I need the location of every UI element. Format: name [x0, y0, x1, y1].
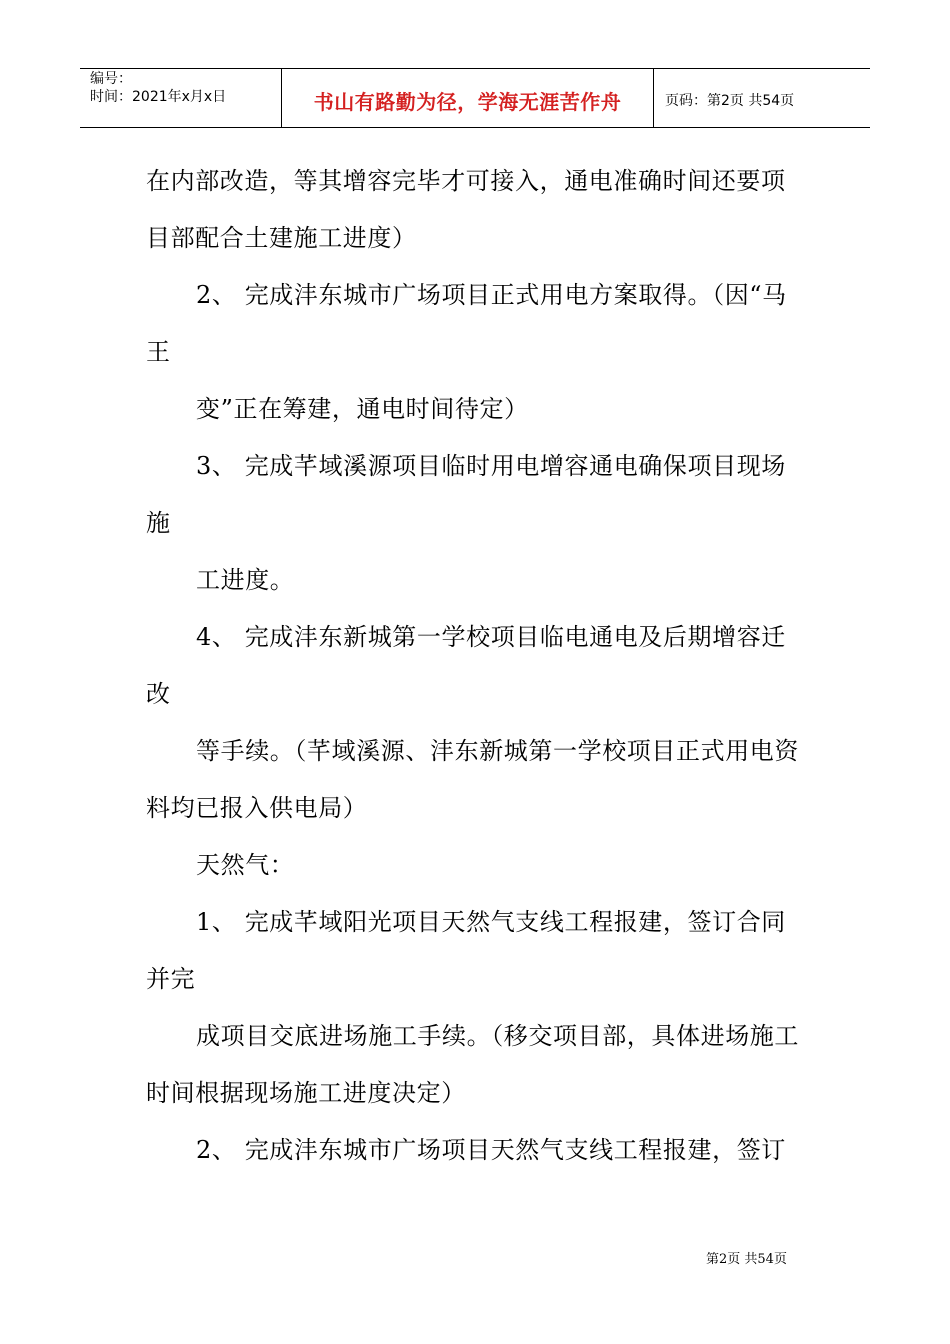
document-number-label: 编号：: [90, 71, 132, 87]
body-text-line: 3、 完成芊域溪源项目临时用电增容通电确保项目现场: [196, 452, 786, 480]
body-text-line: 1、 完成芊域阳光项目天然气支线工程报建，签订合同: [196, 908, 786, 936]
body-text-line: 工进度。: [196, 566, 295, 594]
body-text-line: 2、 完成沣东城市广场项目正式用电方案取得。（因“马: [196, 281, 787, 309]
body-text-line: 变”正在筹建，通电时间待定）: [196, 395, 529, 423]
body-text-line: 时间根据现场施工进度决定）: [146, 1079, 466, 1107]
body-text-line: 在内部改造，等其增容完毕才可接入，通电准确时间还要项: [146, 167, 786, 195]
body-text-line: 4、 完成沣东新城第一学校项目临电通电及后期增容迁: [196, 623, 786, 651]
body-text-line: 施: [146, 509, 171, 537]
document-body: [146, 153, 812, 1179]
document-time-label: 时间：2021年x月x日: [90, 89, 227, 105]
body-text-line: 并完: [146, 965, 196, 993]
body-text-line: 王: [146, 338, 171, 366]
body-text-line: 等手续。（芊域溪源、沣东新城第一学校项目正式用电资: [196, 737, 799, 765]
body-text-line: 料均已报入供电局）: [146, 794, 368, 822]
page-header: [80, 68, 870, 128]
body-text-line: 天然气：: [196, 851, 295, 879]
body-text-line: 改: [146, 680, 171, 708]
body-text-line: 2、 完成沣东城市广场项目天然气支线工程报建，签订: [196, 1136, 786, 1164]
header-motto: 书山有路勤为径，学海无涯苦作舟: [282, 69, 654, 127]
body-text-line: 成项目交底进场施工手续。（移交项目部，具体进场施工: [196, 1022, 799, 1050]
page-footer: 第2页 共54页: [706, 1252, 787, 1267]
header-meta-cell: [80, 69, 282, 127]
header-page-info: 页码：第2页 共54页: [665, 92, 795, 109]
body-text-line: 目部配合土建施工进度）: [146, 224, 417, 252]
